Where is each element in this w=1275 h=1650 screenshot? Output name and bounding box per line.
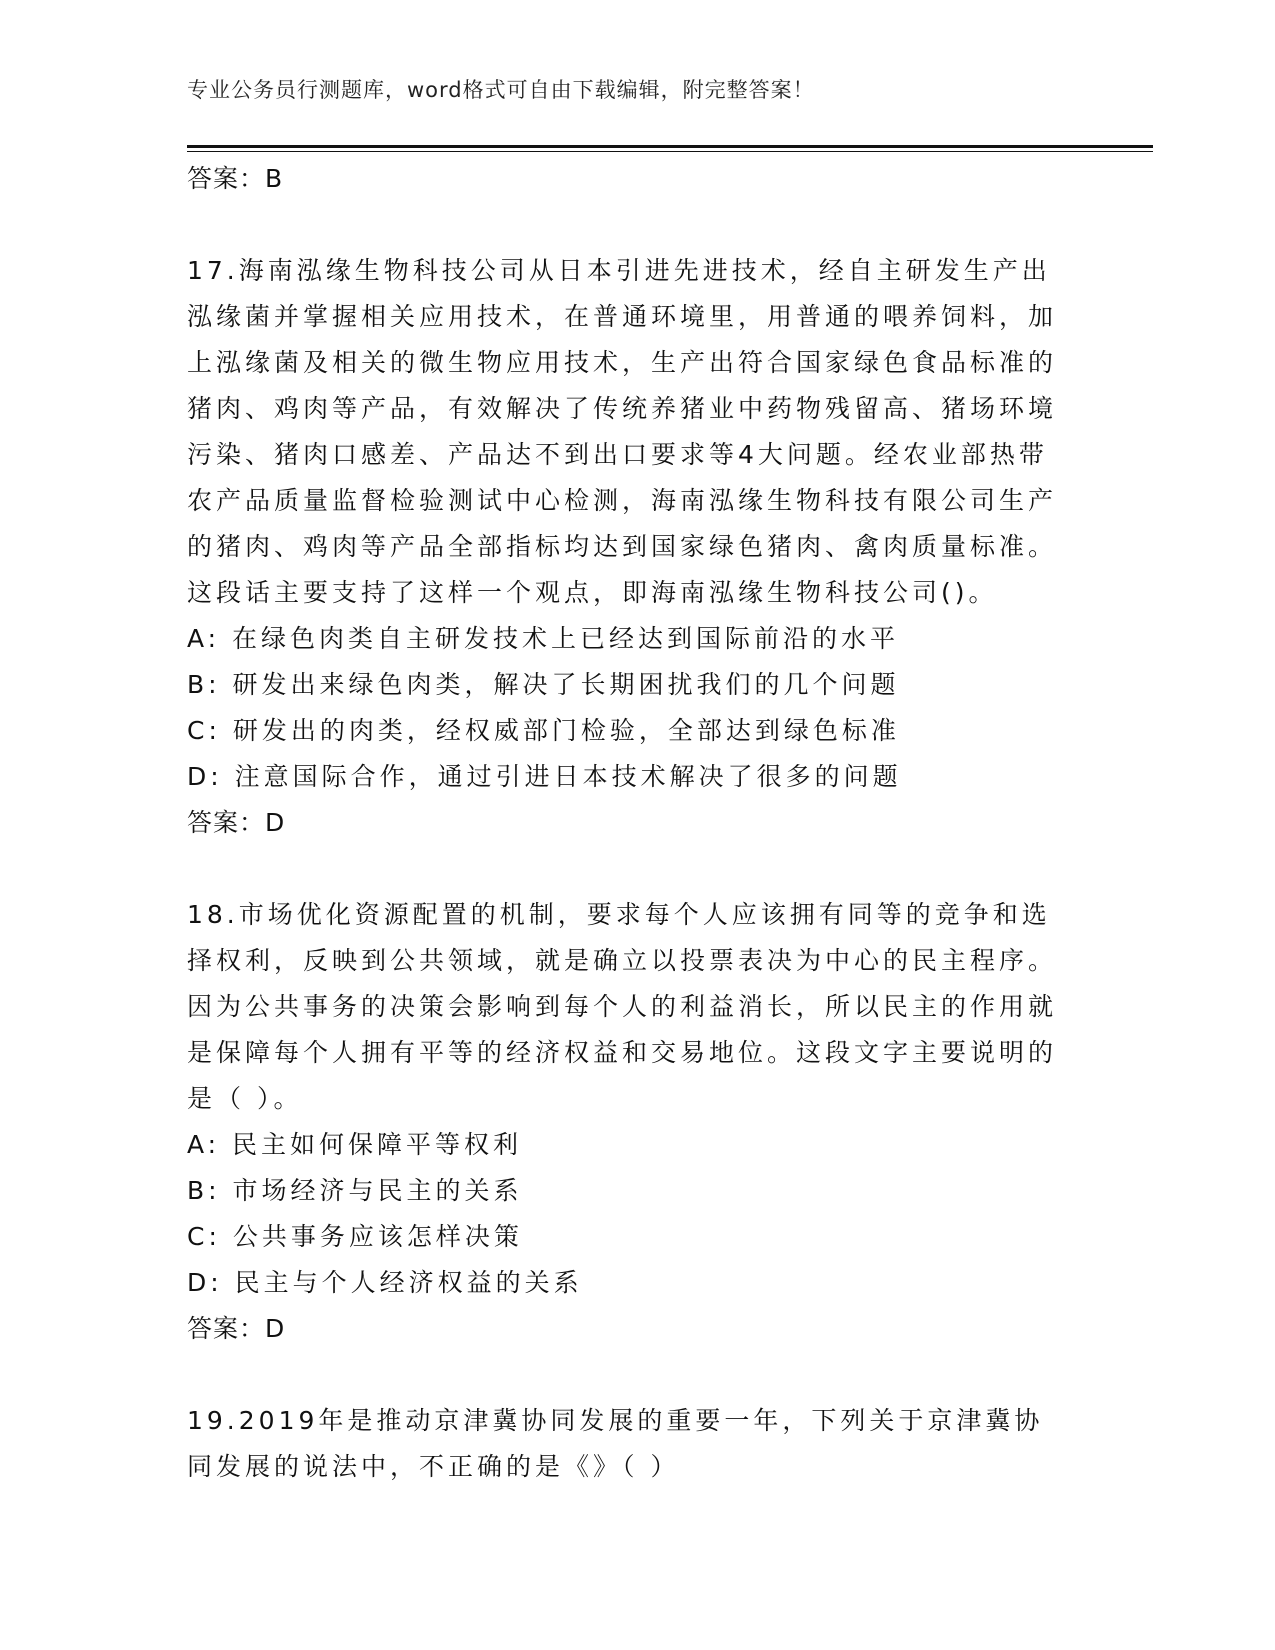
header-rule-thin	[187, 151, 1153, 152]
answer-16: 答案：B	[187, 164, 284, 193]
question-18-option-b: B: 市场经济与民主的关系	[187, 1176, 523, 1205]
spacer	[187, 846, 1087, 892]
question-18-option-a: A: 民主如何保障平等权利	[187, 1130, 523, 1159]
question-18-answer: 答案：D	[187, 1314, 286, 1343]
document-body	[187, 156, 1087, 1490]
question-17-option-c: C: 研发出的肉类，经权威部门检验，全部达到绿色标准	[187, 716, 900, 745]
question-17	[187, 248, 1087, 846]
question-19-stem: 19.2019年是推动京津冀协同发展的重要一年，下列关于京津冀协同发展的说法中，不正确的是《》（ ）	[187, 1406, 1044, 1481]
spacer	[187, 1352, 1087, 1398]
page-header: 专业公务员行测题库，word格式可自由下载编辑，附完整答案！	[187, 78, 815, 102]
spacer	[187, 202, 1087, 248]
question-17-answer: 答案：D	[187, 808, 286, 837]
question-18-option-d: D: 民主与个人经济权益的关系	[187, 1268, 583, 1297]
question-18-stem: 18.市场优化资源配置的机制，要求每个人应该拥有同等的竞争和选择权利，反映到公共领域，就是确立以投票表决为中心的民主程序。因为公共事务的决策会影响到每个人的利益消长，所以民主的作用就是保障每个人拥有平等的经济权益和交易地位。这段文字主要说明的是（ ）。	[187, 900, 1058, 1113]
question-17-stem: 17.海南泓缘生物科技公司从日本引进先进技术，经自主研发生产出泓缘菌并掌握相关应用技术，在普通环境里，用普通的喂养饲料，加上泓缘菌及相关的微生物应用技术，生产出符合国家绿色食品标准的猪肉、鸡肉等产品，有效解决了传统养猪业中药物残留高、猪场环境污染、猪肉口感差、产品达不到出口要求等4大问题。经农业部热带农产品质量监督检验测试中心检测，海南泓缘生物科技有限公司生产的猪肉、鸡肉等产品全部指标均达到国家绿色猪肉、禽肉质量标准。这段话主要支持了这样一个观点，即海南泓缘生物科技公司()。	[187, 256, 1058, 607]
question-17-option-a: A: 在绿色肉类自主研发技术上已经达到国际前沿的水平	[187, 624, 900, 653]
question-19	[187, 1398, 1087, 1490]
question-17-option-b: B: 研发出来绿色肉类，解决了长期困扰我们的几个问题	[187, 670, 900, 699]
question-17-option-d: D: 注意国际合作，通过引进日本技术解决了很多的问题	[187, 762, 902, 791]
question-18-option-c: C: 公共事务应该怎样决策	[187, 1222, 523, 1251]
header-rule-thick	[187, 145, 1153, 148]
question-18	[187, 892, 1087, 1352]
